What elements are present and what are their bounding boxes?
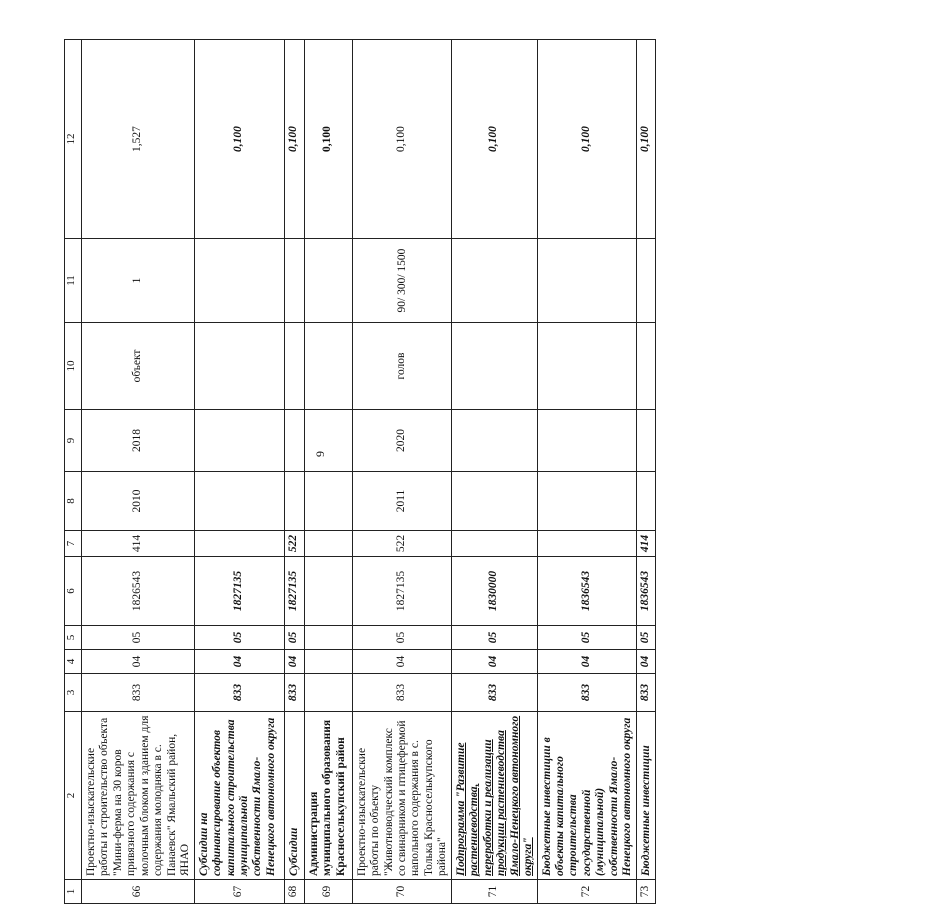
row-description: Субсидии bbox=[284, 712, 304, 880]
row-number: 73 bbox=[636, 880, 655, 904]
table-row bbox=[284, 40, 304, 904]
table-row bbox=[304, 40, 352, 904]
cell-unit bbox=[284, 323, 304, 410]
cell-start-year bbox=[284, 472, 304, 531]
cell-amount: 0,100 bbox=[194, 40, 284, 239]
cell-unit bbox=[451, 323, 537, 410]
cell-subsection: 05 bbox=[194, 626, 284, 650]
row-description: Субсидии на софинансирование объектов капитального строительства муниципальной собственности Ямало-Ненецкого автономного округа bbox=[194, 712, 284, 880]
header-cell: 1 bbox=[65, 880, 82, 904]
table-row bbox=[636, 40, 655, 904]
cell-unit: голов bbox=[352, 323, 451, 410]
cell-section: 04 bbox=[352, 650, 451, 674]
cell-code: 833 bbox=[636, 674, 655, 712]
cell-expense-type: 522 bbox=[284, 531, 304, 557]
cell-amount: 0,100 bbox=[304, 40, 352, 239]
cell-unit: объект bbox=[82, 323, 195, 410]
table-row bbox=[537, 40, 636, 904]
header-cell: 5 bbox=[65, 626, 82, 650]
cell-target-article: 1827135 bbox=[352, 557, 451, 626]
cell-end-year: 2020 bbox=[352, 410, 451, 472]
cell-end-year bbox=[537, 410, 636, 472]
cell-end-year bbox=[304, 410, 352, 472]
cell-section bbox=[304, 650, 352, 674]
cell-end-year bbox=[451, 410, 537, 472]
cell-target-article: 1836543 bbox=[537, 557, 636, 626]
cell-subsection: 05 bbox=[352, 626, 451, 650]
row-number: 67 bbox=[194, 880, 284, 904]
cell-unit bbox=[537, 323, 636, 410]
cell-expense-type: 414 bbox=[82, 531, 195, 557]
cell-expense-type bbox=[304, 531, 352, 557]
cell-subsection: 05 bbox=[451, 626, 537, 650]
cell-start-year bbox=[636, 472, 655, 531]
header-cell: 2 bbox=[65, 712, 82, 880]
cell-start-year bbox=[451, 472, 537, 531]
rotated-table-wrapper bbox=[64, 126, 928, 904]
cell-subsection: 05 bbox=[636, 626, 655, 650]
header-cell: 9 bbox=[65, 410, 82, 472]
cell-subsection bbox=[304, 626, 352, 650]
cell-expense-type bbox=[194, 531, 284, 557]
cell-subsection: 05 bbox=[537, 626, 636, 650]
cell-start-year bbox=[537, 472, 636, 531]
cell-code: 833 bbox=[451, 674, 537, 712]
cell-target-article: 1827135 bbox=[284, 557, 304, 626]
cell-subsection: 05 bbox=[82, 626, 195, 650]
cell-unit bbox=[304, 323, 352, 410]
row-number: 66 bbox=[82, 880, 195, 904]
table-row bbox=[352, 40, 451, 904]
cell-capacity: 90/ 300/ 1500 bbox=[352, 239, 451, 323]
cell-section: 04 bbox=[451, 650, 537, 674]
cell-amount: 1,527 bbox=[82, 40, 195, 239]
cell-code: 833 bbox=[352, 674, 451, 712]
data-table bbox=[64, 39, 656, 904]
cell-start-year bbox=[194, 472, 284, 531]
cell-section: 04 bbox=[636, 650, 655, 674]
header-row bbox=[65, 40, 82, 904]
table-row bbox=[82, 40, 195, 904]
cell-capacity bbox=[284, 239, 304, 323]
header-cell: 11 bbox=[65, 239, 82, 323]
cell-capacity bbox=[537, 239, 636, 323]
row-number: 68 bbox=[284, 880, 304, 904]
cell-code: 833 bbox=[82, 674, 195, 712]
header-cell: 12 bbox=[65, 40, 82, 239]
page-number: 9 bbox=[313, 451, 327, 457]
row-number: 72 bbox=[537, 880, 636, 904]
cell-expense-type: 414 bbox=[636, 531, 655, 557]
cell-start-year: 2011 bbox=[352, 472, 451, 531]
cell-code: 833 bbox=[194, 674, 284, 712]
cell-capacity bbox=[304, 239, 352, 323]
cell-target-article: 1826543 bbox=[82, 557, 195, 626]
row-number: 69 bbox=[304, 880, 352, 904]
header-cell: 7 bbox=[65, 531, 82, 557]
row-number: 70 bbox=[352, 880, 451, 904]
cell-start-year bbox=[304, 472, 352, 531]
cell-capacity: 1 bbox=[82, 239, 195, 323]
cell-target-article: 1836543 bbox=[636, 557, 655, 626]
row-description: Проектно-изыскательские работы и строительство объекта "Мини-ферма на 30 коров привязного содержания с молочным блоком и зданием для содержания молодняка в с. Панаевск" Ямальский район, ЯНАО bbox=[82, 712, 195, 880]
cell-subsection: 05 bbox=[284, 626, 304, 650]
row-description: Бюджетные инвестиции bbox=[636, 712, 655, 880]
cell-capacity bbox=[194, 239, 284, 323]
header-cell: 6 bbox=[65, 557, 82, 626]
header-cell: 3 bbox=[65, 674, 82, 712]
row-description: Бюджетные инвестиции в объекты капитального строительства государственной (муниципальной) собственности Ямало-Ненецкого автономного округа bbox=[537, 712, 636, 880]
cell-amount: 0,100 bbox=[352, 40, 451, 239]
row-number: 71 bbox=[451, 880, 537, 904]
row-description: Администрация муниципального образования Красноселькупский район bbox=[304, 712, 352, 880]
cell-code: 833 bbox=[537, 674, 636, 712]
cell-section: 04 bbox=[194, 650, 284, 674]
cell-code: 833 bbox=[284, 674, 304, 712]
cell-target-article bbox=[304, 557, 352, 626]
cell-section: 04 bbox=[284, 650, 304, 674]
cell-end-year: 2018 bbox=[82, 410, 195, 472]
cell-unit bbox=[636, 323, 655, 410]
cell-amount: 0,100 bbox=[537, 40, 636, 239]
header-cell: 8 bbox=[65, 472, 82, 531]
cell-amount: 0,100 bbox=[451, 40, 537, 239]
cell-end-year bbox=[194, 410, 284, 472]
cell-expense-type bbox=[451, 531, 537, 557]
cell-capacity bbox=[451, 239, 537, 323]
cell-code bbox=[304, 674, 352, 712]
header-cell: 10 bbox=[65, 323, 82, 410]
cell-section: 04 bbox=[82, 650, 195, 674]
table-row bbox=[194, 40, 284, 904]
cell-expense-type: 522 bbox=[352, 531, 451, 557]
cell-target-article: 1830000 bbox=[451, 557, 537, 626]
cell-end-year bbox=[636, 410, 655, 472]
cell-section: 04 bbox=[537, 650, 636, 674]
cell-start-year: 2010 bbox=[82, 472, 195, 531]
cell-unit bbox=[194, 323, 284, 410]
cell-amount: 0,100 bbox=[284, 40, 304, 239]
row-description: Проектно-изыскательские работы по объекту "Животноводческий комплекс со свинарником и птицефермой напольного содержания в с. Толька Красноселькупского района" bbox=[352, 712, 451, 880]
cell-expense-type bbox=[537, 531, 636, 557]
cell-amount: 0,100 bbox=[636, 40, 655, 239]
cell-end-year bbox=[284, 410, 304, 472]
cell-capacity bbox=[636, 239, 655, 323]
table-row bbox=[451, 40, 537, 904]
row-description: Подпрограмма "Развитие растениеводства, переработки и реализации продукции растениеводства Ямало-Ненецкого автономного округа" bbox=[451, 712, 537, 880]
cell-target-article: 1827135 bbox=[194, 557, 284, 626]
header-cell: 4 bbox=[65, 650, 82, 674]
